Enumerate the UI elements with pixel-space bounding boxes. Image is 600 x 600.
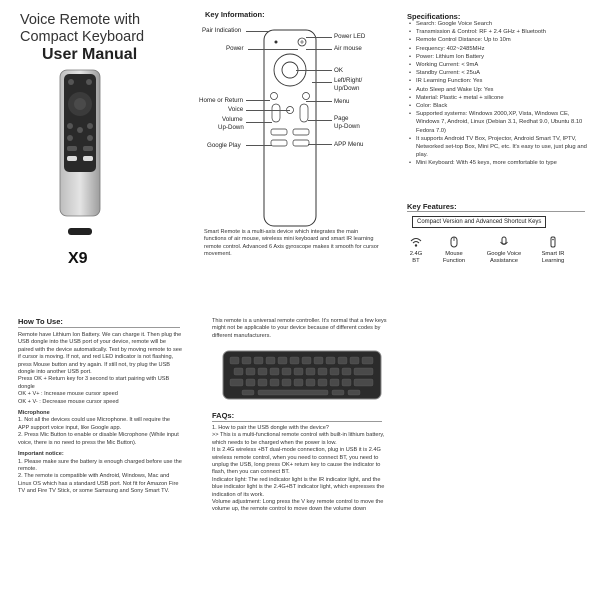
spec-item: • Supported systems: Windows 2000,XP, Vista, Windows CE, Windows 7, Android, Linux (Debian 3.1, Redhat 9.0, Ubuntu 8.10 Fedora 7.0) [416,110,594,135]
microphone-item: 2. Press Mic Button to enable or disable Microphone (While input voice, there is no need to press the Mic Button). [18,432,179,446]
how-to-use-paragraph: OK + V- : Decrease mouse cursor speed [18,398,119,405]
model-name: X9 [68,250,88,267]
how-to-use-paragraph: Remote have Lithium Ion Battery. We can charge it. Then plug the USB dongle into the USB port of your device, remote will be paired with the device automatically. Test by moving remote to see if cursor is moving. If not, and red LED indicator is not flashing, press Mouse button and try again. If still not, try plug the USB dongle into another USB port. [18,332,182,376]
microphone-heading: Microphone [18,410,50,417]
feature-label-2: Function [442,258,466,264]
label-home-return: Home or Return [199,97,244,104]
notice-item: 1. Please make sure the battery is enough charged before use the remote. [18,458,182,472]
label-volume: Volume [222,116,243,123]
spec-item: • Mini Keyboard: With 45 keys, more comfortable to type [416,159,594,167]
microphone-icon [498,236,510,248]
feature-label-2: Learning [541,258,565,264]
label-voice: Voice [228,106,244,113]
wifi-icon [410,236,422,248]
spec-item: • Power: Lithium Ion Battery [416,53,594,61]
spec-item: • IR Learning Function: Yes [416,77,594,85]
faq-answer: Indicator light: The red indicator light is the IR indicator light, and the blue indicator light is the 2.4G+BT indicator light, which expresses the indication of its work. [212,476,385,498]
spec-item: • Search: Google Voice Search [416,20,594,28]
faq-answer: Volume adjustment: Long press the V key remote control to move the volume up, the remote control to move down the volume down [212,499,384,513]
feature-label-2: BT [412,258,420,264]
notice-item: 2. The remote is compatible with Android, Windows, Mac and Linux OS which has a standard USB port. Not fit for Amazon Fire TV and Fire TV Stick, or some Samsung and Sony Smart TV. [18,473,179,495]
spec-item: • Color: Black [416,102,594,110]
spec-item: • Transmission & Control: RF + 2.4 GHz + Bluetooth [416,28,594,36]
feature-google-voice [478,236,530,265]
feature-label-1: Smart IR [541,251,565,257]
how-to-use-paragraph: OK + V+ : Increase mouse cursor speed [18,391,118,398]
how-to-use-body [18,332,182,496]
mouse-icon [448,236,460,248]
key-features-heading: Key Features: [407,202,457,211]
usb-dongle [68,228,92,235]
universal-note: This remote is a universal remote controller. It's normal that a few keys might not be applicable to your device because of different codes by different manufacturers. [212,318,387,339]
key-features-box: Compact Version and Advanced Shortcut Keys [412,216,546,228]
feature-label-2: Assistance [489,258,519,264]
label-page-up-down: Up-Down [334,123,360,130]
keyboard-photo [222,350,382,400]
spec-item: • Material: Plastic + metal + silicone [416,94,594,102]
microphone-item: 1. Not all the devices could use Microphone. It will require the APP support voice input, like Google app. [18,417,171,431]
feature-smart-ir [527,236,579,265]
faqs-body [212,425,386,514]
title-line-1: Voice Remote with [20,12,141,28]
feature-label-1: 2.4G [409,251,423,257]
how-to-use-heading: How To Use: [18,317,63,326]
label-air-mouse: Air mouse [334,45,362,52]
label-left-right: Left/Right/ [334,77,363,84]
how-to-use-paragraph: Press OK + Return key for 3 second to start pairing with USB dongle [18,376,170,390]
document-title [20,12,170,46]
spec-item: • It supports Android TV Box, Projector, Android Smart TV, IPTV, Networked set-top Box, Mini PC, etc. It's easy to use, just plug and play. [416,135,594,160]
product-description: Smart Remote is a multi-axis device which integrates the main functions of air mouse, wireless mini keyboard and smart IR learning remote control. Advanced 6 Axis gyroscope makes it smooth for cursor movement. [204,229,379,258]
feature-label-1: Mouse [445,251,463,257]
feature-mouse-function [428,236,480,265]
label-up-down: Up/Down [334,85,360,92]
specifications-list [408,20,594,168]
faq-answer: >> This is a multi-functional remote control with built-in lithium battery, which needs to be charged when the power is low. [212,432,385,446]
faq-answer: It is 2.4G wireless +BT dual-mode connection, plug in USB it is 2.4G wireless remote control, when you need to connect BT, you need to unplug the USB, long press OK+ return key to cause the indicator to flash, then you can connect BT. [212,447,381,476]
faq-question: 1. How to pair the USB dongle with the device? [212,425,329,431]
spec-item: • Standby Current: < 25uA [416,69,594,77]
remote-diagram [262,28,318,228]
spec-item: • Auto Sleep and Wake Up: Yes [416,86,594,94]
label-power: Power [226,45,244,52]
label-app-menu: APP Menu [334,141,364,148]
user-manual-heading: User Manual [42,46,138,63]
label-power-led: Power LED [334,33,366,40]
label-menu: Menu [334,98,350,105]
label-page: Page [334,115,349,122]
label-google-play: Google Play [207,142,241,149]
notice-heading: Important notice: [18,451,64,458]
feature-label-1: Google Voice [486,251,522,257]
faqs-heading: FAQs: [212,411,235,420]
remote-icon [547,236,559,248]
title-line-2: Compact Keyboard [20,29,145,45]
label-volume-up-down: Up-Down [218,124,244,131]
spec-item: • Working Current: < 9mA [416,61,594,69]
specifications-heading: Specifications: [407,12,461,21]
remote-photo [58,68,102,218]
spec-item: • Remote Control Distance: Up to 10m [416,36,594,44]
label-pair-indication: Pair Indication [202,27,242,34]
label-ok: OK [334,67,343,74]
key-information-heading: Key Information: [205,10,265,19]
spec-item: • Frequency: 402~2485MHz [416,45,594,53]
